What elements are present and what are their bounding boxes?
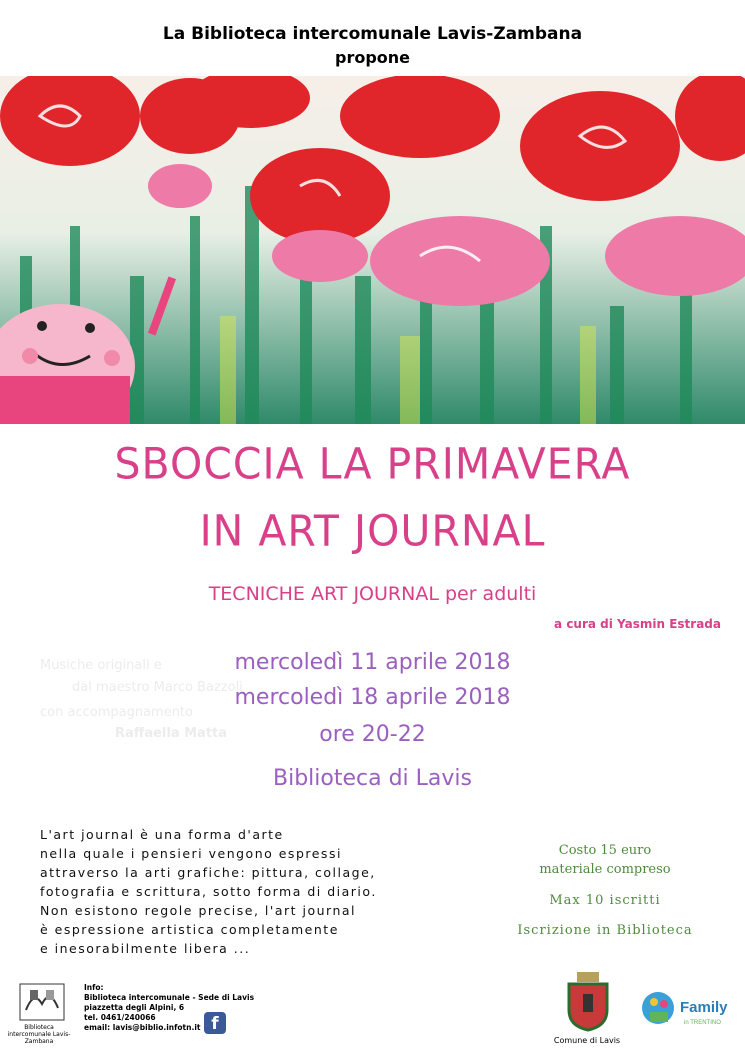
family-logo-sub: in TRENTINO [684,1020,721,1026]
event-subtitle: TECNICHE ART JOURNAL per adulti [208,583,537,605]
event-location: Biblioteca di Lavis [273,766,472,791]
faded-text-line4: Raffaella Matta [115,726,228,741]
family-trentino-logo-icon [640,982,736,1034]
comune-label: Comune di Lavis [553,1036,621,1045]
info-line: Biblioteca intercomunale - Sede di Lavis [84,993,255,1002]
comune-crest-icon [563,970,613,1032]
info-line: email: lavis@biblio.infotn.it [84,1023,201,1032]
description-line: Non esistono regole precise, l'art journal [40,903,357,918]
description-line: e inesorabilmente libera ... [40,941,251,956]
family-logo-text: Family [680,999,728,1016]
description-line: fotografia e scrittura, sotto forma di diario. [40,884,377,899]
library-logo-caption: Biblioteca intercomunale Lavis-Zambana [7,1024,71,1045]
curator-credit: a cura di Yasmin Estrada [554,617,721,631]
info-title: Info: [84,983,104,992]
faded-text-line1: Musiche originali e [40,658,162,673]
proposes-heading: propone [334,48,411,67]
event-date-1: mercoledì 11 aprile 2018 [234,650,511,675]
description-block [40,825,440,958]
description-line: nella quale i pensieri vengono espressi [40,846,342,861]
info-line: piazzetta degli Alpini, 6 [84,1003,185,1012]
faded-text-line2: dal maestro Marco Bazzoli [72,680,243,695]
event-date-2: mercoledì 18 aprile 2018 [234,685,511,710]
organizer-heading: La Biblioteca intercomunale Lavis-Zambana [162,24,583,44]
event-hours: ore 20-22 [319,722,426,747]
event-title-line1: SBOCCIA LA PRIMAVERA [114,438,631,490]
cost-includes-text: materiale compreso [539,862,671,877]
description-line: attraverso la arti grafiche: pittura, collage, [40,865,376,880]
contact-info [84,983,254,1033]
facebook-icon[interactable]: f [204,1012,226,1034]
description-line: L'art journal è una forma d'arte [40,827,284,842]
info-line: tel. 0461/240066 [84,1013,156,1022]
faded-text-line3: con accompagnamento [40,705,193,720]
registration-text: Iscrizione in Biblioteca [517,923,693,938]
library-logo-icon [18,980,66,1022]
cost-text: Costo 15 euro [558,843,652,858]
flowers-painting-banner [0,76,745,424]
description-line: è espressione artistica completamente [40,922,339,937]
max-participants-text: Max 10 iscritti [549,893,661,908]
event-title-line2: IN ART JOURNAL [199,505,546,557]
